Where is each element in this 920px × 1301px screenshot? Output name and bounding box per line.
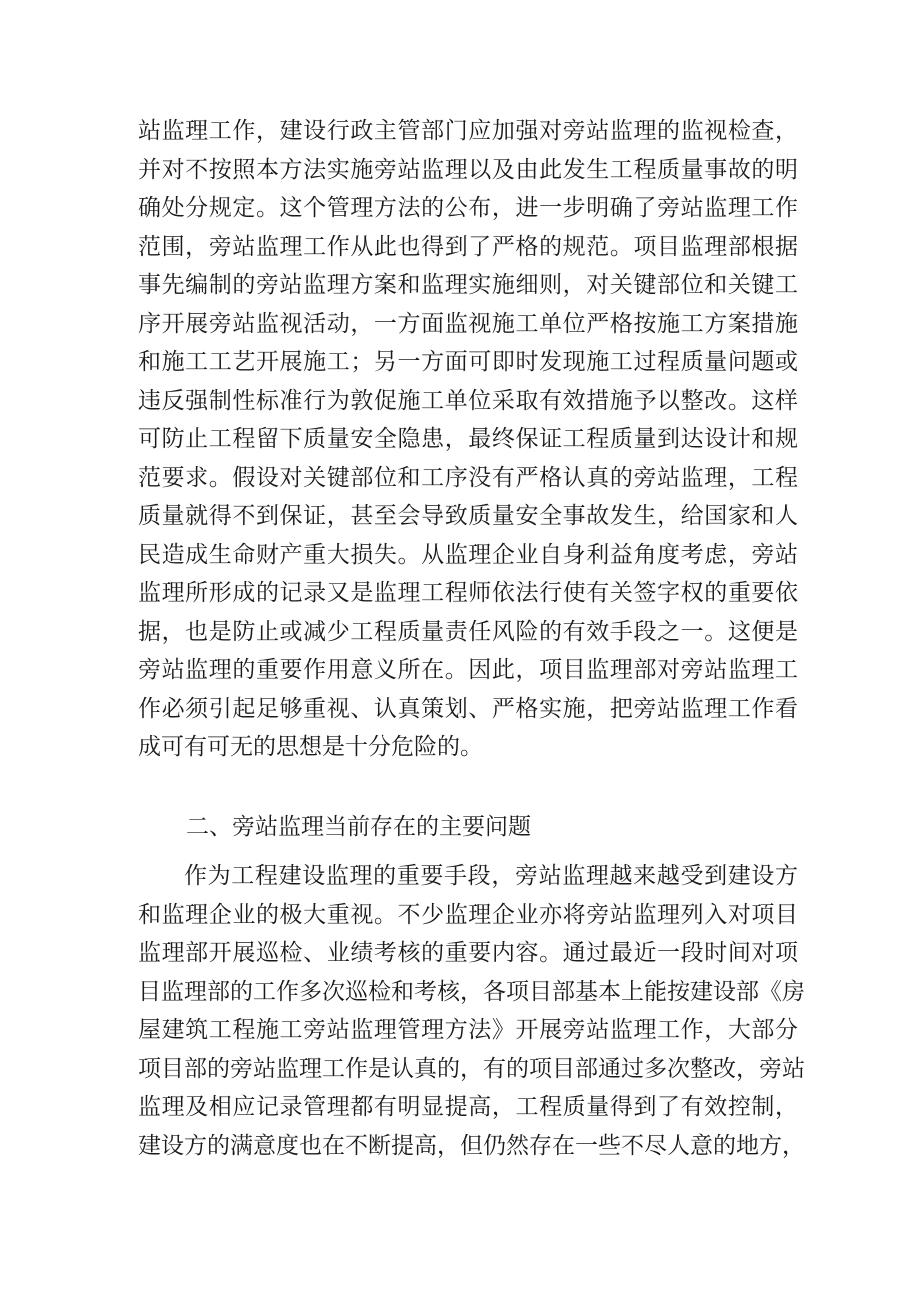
text-line: 违反强制性标准行为敦促施工单位采取有效措施予以整改。这样 [138,387,798,414]
text-line: 民造成生命财产重大损失。从监理企业自身利益角度考虑，旁站 [138,541,798,568]
text-line: 和施工工艺开展施工；另一方面可即时发现施工过程质量问题或 [138,349,798,375]
text-line: 范要求。假设对关键部位和工序没有严格认真的旁站监理，工程 [138,464,798,491]
text-line: 监理及相应记录管理都有明显提高，工程质量得到了有效控制， [138,1094,798,1120]
body-paragraph-2 [138,857,805,1165]
text-line: 事先编制的旁站监理方案和监理实施细则，对关键部位和关键工 [138,272,798,298]
text-line: 作为工程建设监理的重要手段，旁站监理越来越受到建设方 [184,863,798,889]
text-line: 序开展旁站监视活动，一方面监视施工单位严格按施工方案措施 [138,310,798,337]
body-paragraph-1 [138,112,798,767]
text-line: 成可有可无的思想是十分危险的。 [138,734,483,760]
text-line: 并对不按照本方法实施旁站监理以及由此发生工程质量事故的明 [138,156,798,183]
text-line: 站监理工作，建设行政主管部门应加强对旁站监理的监视检查， [138,118,798,144]
text-line: 项目部的旁站监理工作是认真的，有的项目部通过多次整改，旁站 [138,1055,805,1082]
text-line: 屋建筑工程施工旁站监理管理方法》开展旁站监理工作，大部分 [138,1017,798,1043]
text-line: 监理部开展巡检、业绩考核的重要内容。通过最近一段时间对项 [138,940,798,966]
text-line: 可防止工程留下质量安全隐患，最终保证工程质量到达设计和规 [138,426,798,452]
text-line: 旁站监理的重要作用意义所在。因此，项目监理部对旁站监理工 [138,657,798,683]
text-line: 范围，旁站监理工作从此也得到了严格的规范。项目监理部根据 [138,233,798,260]
text-line: 监理所形成的记录又是监理工程师依法行使有关签字权的重要依 [138,580,798,606]
text-line: 作必须引起足够重视、认真策划、严格实施，把旁站监理工作看 [138,695,798,722]
text-line: 目监理部的工作多次巡检和考核，各项目部基本上能按建设部《房 [138,978,805,1005]
text-line: 和监理企业的极大重视。不少监理企业亦将旁站监理列入对项目 [138,901,798,928]
text-line: 建设方的满意度也在不断提高，但仍然存在一些不尽人意的地方， [138,1132,805,1159]
text-line: 确处分规定。这个管理方法的公布，进一步明确了旁站监理工作 [138,195,798,221]
text-line: 质量就得不到保证，甚至会导致质量安全事故发生，给国家和人 [138,503,798,529]
text-line: 据，也是防止或减少工程质量责任风险的有效手段之一。这便是 [138,618,798,645]
section-heading: 二、旁站监理当前存在的主要问题 [186,814,531,840]
